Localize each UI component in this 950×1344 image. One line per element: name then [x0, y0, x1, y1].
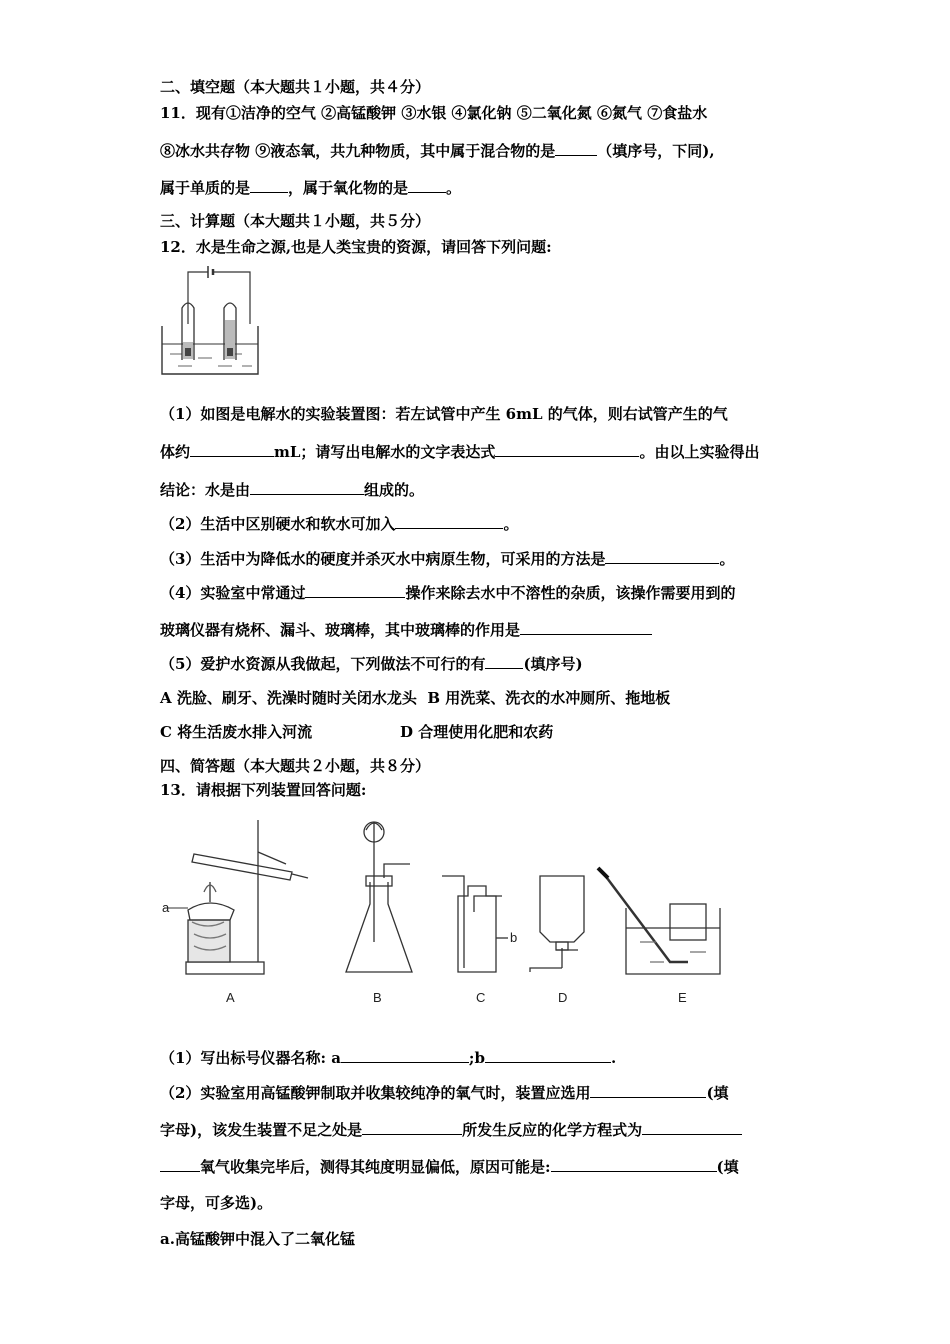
answer-blank[interactable]	[160, 1157, 200, 1172]
q11-line1: 11．现有①洁净的空气 ②高锰酸钾 ③水银 ④氯化钠 ⑤二氧化氮 ⑥氮气 ⑦食盐水	[160, 104, 708, 122]
apparatus-a	[164, 820, 308, 974]
apparatus-b	[346, 822, 412, 972]
option-d: D 合理使用化肥和农药	[400, 723, 554, 741]
marker-b: b	[510, 930, 518, 945]
q12-part1-line3	[160, 480, 424, 500]
apparatus-e	[598, 868, 720, 974]
figure-label-a: A	[226, 990, 235, 1005]
q11-line2-text: ⑧冰水共存物 ⑨液态氧，共九种物质，其中属于混合物的是	[160, 142, 556, 160]
answer-blank[interactable]	[551, 1157, 717, 1172]
q12-part4-text: （4）实验室中常通过	[160, 584, 306, 602]
q13-stem: 13．请根据下列装置回答问题:	[160, 781, 367, 799]
q12-part1-conclusion-end: 组成的。	[364, 481, 425, 499]
q13-part1-mid: ;b	[468, 1049, 485, 1067]
q13-part1	[160, 1048, 616, 1068]
q11-line3-mid: ，属于氧化物的是	[288, 179, 409, 197]
q13-part2-tail: (填	[706, 1084, 729, 1102]
option-c: C 将生活废水排入河流	[160, 723, 313, 741]
q13-part2-line3-tail: (填	[716, 1158, 739, 1176]
answer-blank[interactable]	[555, 141, 597, 156]
answer-blank[interactable]	[341, 1048, 469, 1063]
electrolysis-apparatus-figure	[158, 262, 268, 380]
q12-part1-line1: （1）如图是电解水的实验装置图：若左试管中产生 6mL 的气体，则右试管产生的气	[160, 405, 728, 423]
figure-label-b: B	[373, 990, 382, 1005]
marker-a: a	[162, 900, 170, 915]
q11-line2-tail: （填序号，下同),	[597, 142, 715, 160]
q12-part4-line1	[160, 583, 735, 603]
answer-blank[interactable]	[485, 1048, 611, 1063]
q13-part2-line2-text: 字母)，该发生装置不足之处是	[160, 1121, 363, 1139]
q13-part2-line2	[160, 1120, 742, 1140]
q12-stem: 12．水是生命之源,也是人类宝贵的资源，请回答下列问题:	[160, 238, 552, 256]
answer-blank[interactable]	[408, 178, 446, 193]
q12-part3	[160, 549, 734, 569]
q12-part3-text: （3）生活中为降低水的硬度并杀灭水中病原生物，可采用的方法是	[160, 550, 606, 568]
lab-apparatus-figure	[160, 812, 730, 1010]
q11-line3	[160, 178, 461, 198]
q12-part1-text: 体约	[160, 443, 191, 461]
section3-heading: 三、计算题（本大题共１小题，共５分）	[160, 212, 431, 230]
q12-part1-mid: mL；请写出电解水的文字表达式	[274, 443, 496, 461]
q12-part5-text: （5）爱护水资源从我做起，下列做法不可行的有	[160, 655, 486, 673]
q13-part2-text: （2）实验室用高锰酸钾制取并收集较纯净的氧气时，装置应选用	[160, 1084, 591, 1102]
answer-blank[interactable]	[305, 583, 405, 598]
q12-part2	[160, 514, 518, 534]
q12-part1-end: 。由以上实验得出	[639, 443, 760, 461]
answer-blank[interactable]	[590, 1083, 706, 1098]
q12-part3-end: 。	[719, 550, 735, 568]
q13-part2-line4: 字母，可多选)。	[160, 1194, 273, 1212]
answer-blank[interactable]	[485, 654, 523, 669]
q12-part2-end: 。	[503, 515, 519, 533]
q12-part1-line2	[160, 442, 759, 462]
answer-blank[interactable]	[395, 514, 503, 529]
q12-options-ab	[160, 688, 670, 708]
q13-option-a: a.高锰酸钾中混入了二氧化锰	[160, 1230, 355, 1248]
answer-blank[interactable]	[520, 620, 652, 635]
q12-part1-conclusion: 结论：水是由	[160, 481, 251, 499]
section2-heading: 二、填空题（本大题共１小题，共４分）	[160, 78, 431, 96]
q12-part5	[160, 654, 583, 674]
q12-part4-tail: 操作来除去水中不溶性的杂质，该操作需要用到的	[405, 584, 736, 602]
figure-label-c: C	[476, 990, 486, 1005]
q11-line3-text: 属于单质的是	[160, 179, 251, 197]
q13-part2-line3-text: 氧气收集完毕后，测得其纯度明显偏低，原因可能是:	[200, 1158, 551, 1176]
q12-part5-tail: (填序号)	[523, 655, 583, 673]
q13-part2-line1	[160, 1083, 729, 1103]
q12-part4-line2	[160, 620, 652, 640]
q11-line3-end: 。	[446, 179, 462, 197]
section4-heading: 四、简答题（本大题共２小题，共８分）	[160, 757, 431, 775]
answer-blank[interactable]	[190, 442, 274, 457]
answer-blank[interactable]	[362, 1120, 462, 1135]
answer-blank[interactable]	[250, 480, 364, 495]
q11-line2	[160, 141, 715, 161]
q12-part4-line2-text: 玻璃仪器有烧杯、漏斗、玻璃棒，其中玻璃棒的作用是	[160, 621, 521, 639]
q12-part2-text: （2）生活中区别硬水和软水可加入	[160, 515, 396, 533]
answer-blank[interactable]	[642, 1120, 742, 1135]
answer-blank[interactable]	[605, 549, 719, 564]
figure-label-d: D	[558, 990, 568, 1005]
q13-part1-text: （1）写出标号仪器名称: a	[160, 1049, 341, 1067]
q13-part2-line2-mid: 所发生反应的化学方程式为	[462, 1121, 643, 1139]
answer-blank[interactable]	[250, 178, 288, 193]
figure-label-e: E	[678, 990, 687, 1005]
q13-part1-end: .	[610, 1049, 617, 1067]
apparatus-d	[530, 876, 584, 972]
apparatus-c	[442, 876, 508, 972]
option-b: B 用洗菜、洗衣的水冲厕所、拖地板	[427, 689, 671, 707]
q13-part2-line3	[160, 1157, 739, 1177]
answer-blank[interactable]	[495, 442, 639, 457]
option-a: A 洗脸、刷牙、洗澡时随时关闭水龙头	[160, 689, 417, 707]
